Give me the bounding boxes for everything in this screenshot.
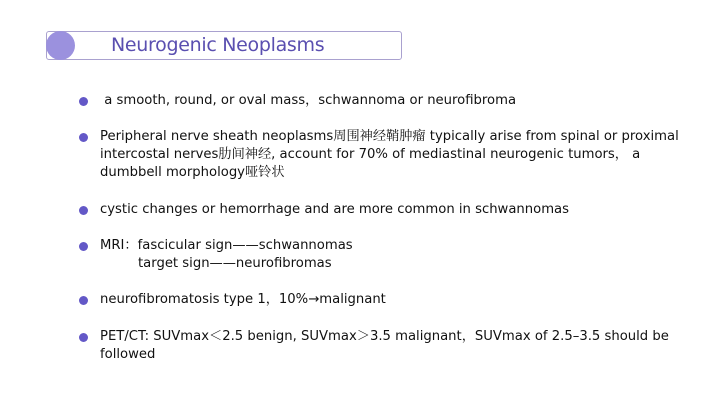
mri-line-2: target sign——neurofibromas [138,256,332,271]
bullet-dot-icon [79,133,88,142]
bullet-text: Peripheral nerve sheath neoplasms周围神经鞘肿瘤 typically arise from spinal or proximal intercostal nerves肋间神经, account for 70% of mediastinal neurogenic tumors， a dumbbell morphology哑铃状 [100,129,683,180]
bullet-text: a smooth, round, or oval mass，schwannoma or neurofibroma [100,93,517,108]
mri-line-1: MRI：fascicular sign——schwannomas [100,238,353,253]
bullet-text: PET/CT: SUVmax＜2.5 benign, SUVmax＞3.5 malignant，SUVmax of 2.5–3.5 should be followed [100,329,674,362]
title-circle-decoration [46,31,75,60]
slide-title: Neurogenic Neoplasms [111,34,325,56]
bullet-dot-icon [79,296,88,305]
bullet-dot-icon [79,333,88,342]
bullet-text [100,237,690,273]
bullet-dot-icon [79,242,88,251]
bullet-text: neurofibromatosis type 1，10%→malignant [100,292,386,307]
bullet-dot-icon [79,97,88,106]
bullet-dot-icon [79,206,88,215]
bullet-text: cystic changes or hemorrhage and are more common in schwannomas [100,202,570,217]
